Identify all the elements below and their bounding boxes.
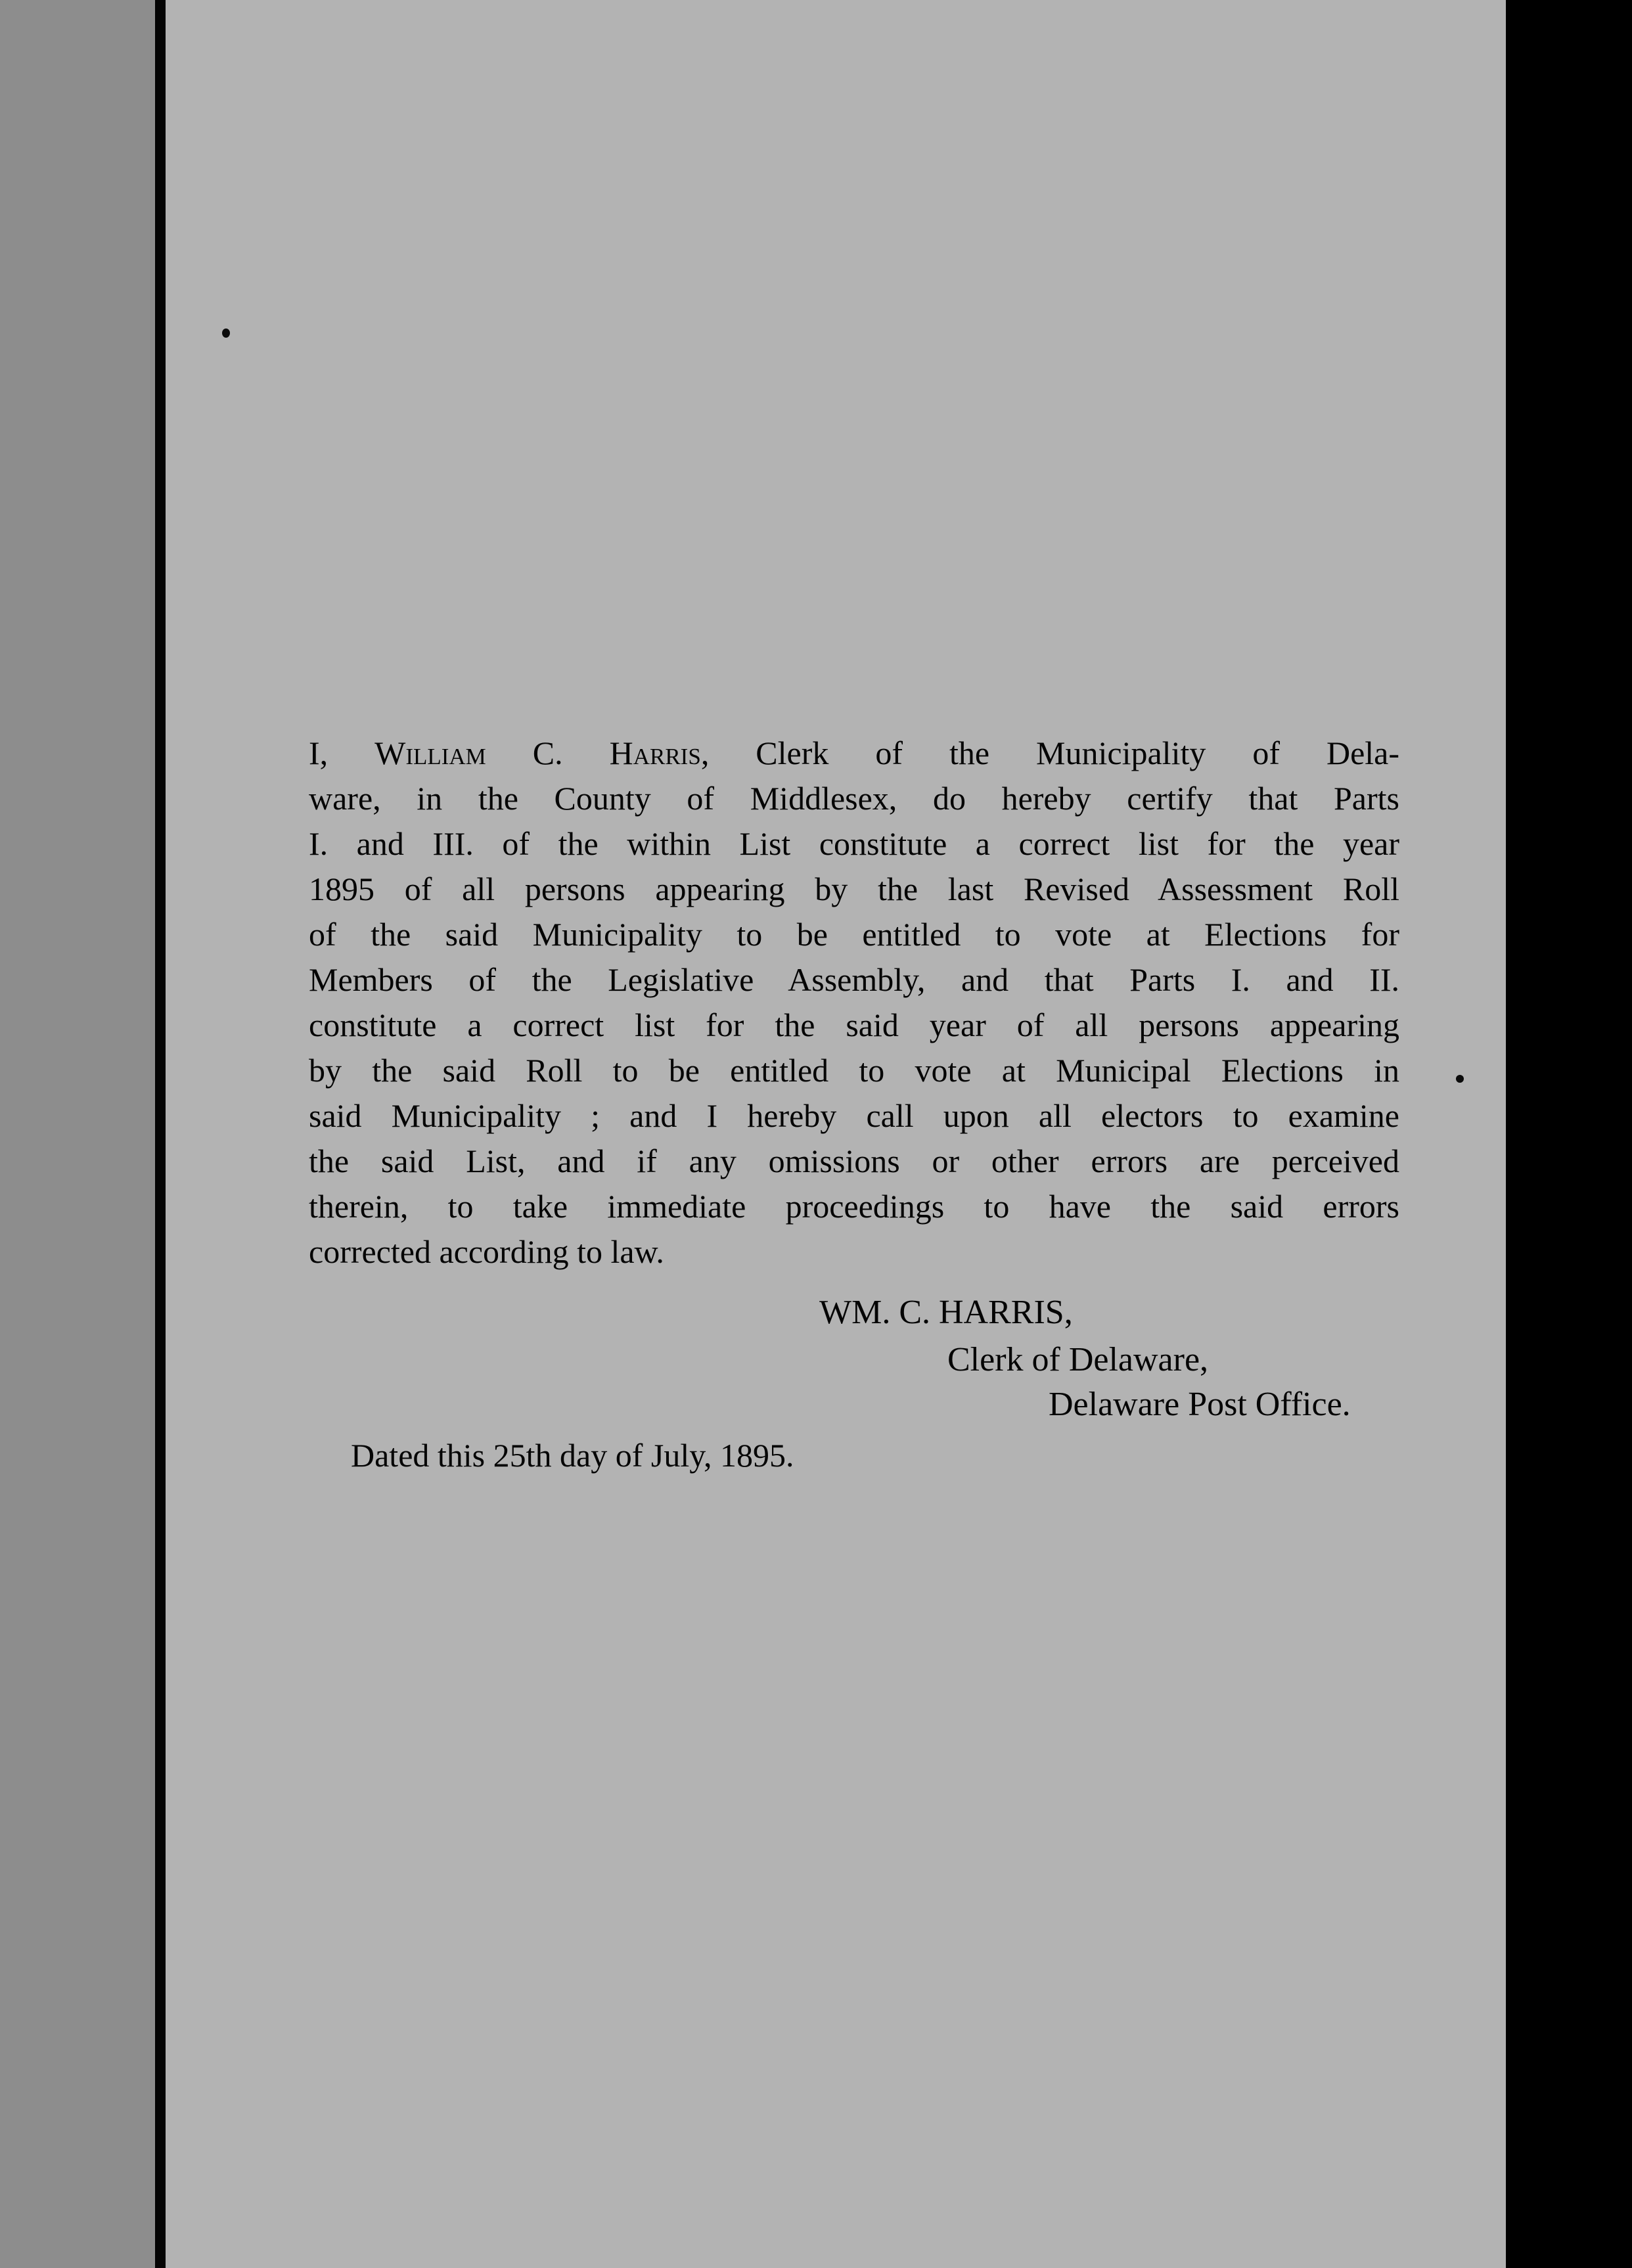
paragraph-line-11: therein, to take immediate proceedings to have the said errors xyxy=(309,1188,1399,1225)
ink-speck xyxy=(1456,1075,1464,1083)
dated-line: Dated this 25th day of July, 1895. xyxy=(351,1437,794,1474)
paragraph-line-1: I, William C. Harris, Clerk of the Municipality of Dela- xyxy=(309,735,1400,771)
signature-title: Clerk of Delaware, xyxy=(947,1341,1209,1378)
paragraph-line-8: by the said Roll to be entitled to vote at Municipal Elections in xyxy=(309,1052,1399,1089)
paragraph-line-6: Members of the Legislative Assembly, and that Parts I. and II. xyxy=(309,961,1399,998)
signature-name: WM. C. HARRIS, xyxy=(819,1294,1073,1331)
paragraph-line-12: corrected according to law. xyxy=(309,1233,664,1270)
binding-rule xyxy=(155,0,166,2268)
paragraph-line-2: ware, in the County of Middlesex, do hereby certify that Parts xyxy=(309,780,1399,817)
paragraph-line-10: the said List, and if any omissions or other errors are perceived xyxy=(309,1143,1399,1179)
paragraph-line-4: 1895 of all persons appearing by the last Revised Assessment Roll xyxy=(309,871,1399,907)
paragraph-line-5: of the said Municipality to be entitled to vote at Elections for xyxy=(309,916,1399,953)
right-page-edge xyxy=(1506,0,1632,2268)
ink-speck xyxy=(222,329,230,338)
certificate-paragraph xyxy=(309,731,1399,1275)
paragraph-line-9: said Municipality ; and I hereby call upon all electors to examine xyxy=(309,1097,1399,1134)
signature-office: Delaware Post Office. xyxy=(1049,1386,1351,1423)
paragraph-line-3: I. and III. of the within List constitute a correct list for the year xyxy=(309,825,1399,862)
left-page-edge xyxy=(0,0,155,2268)
paragraph-line-7: constitute a correct list for the said year of all persons appearing xyxy=(309,1007,1399,1043)
clerk-name-smallcaps: William C. Harris xyxy=(374,735,701,771)
